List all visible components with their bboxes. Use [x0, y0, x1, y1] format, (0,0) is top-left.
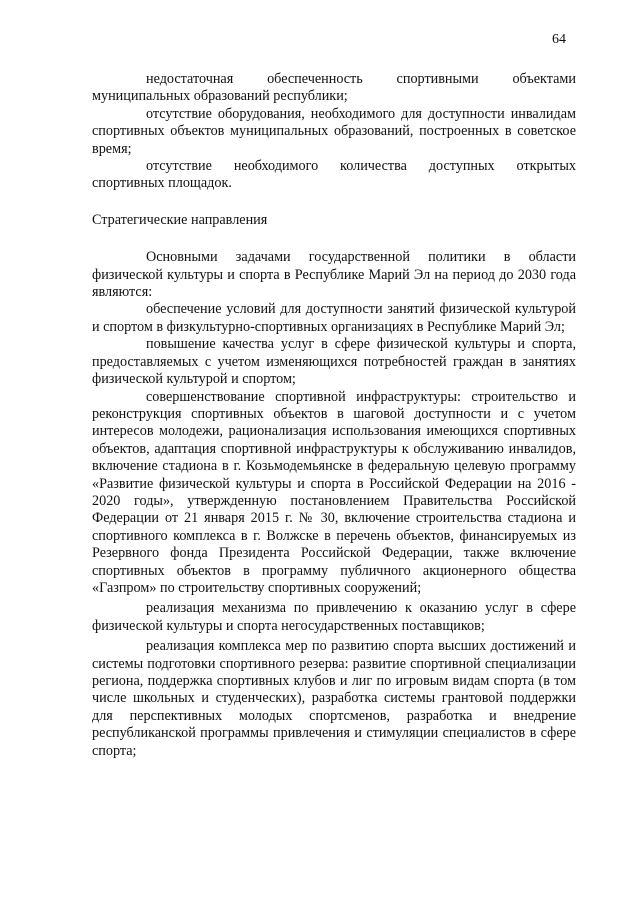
paragraph-open-grounds: отсутствие необходимого количества доступных открытых спортивных площадок.	[92, 158, 576, 192]
task-item-high-performance-sport: реализация комплекса мер по развитию спорта высших достижений и системы подготовки спортивного резерва: развитие спортивной специализации региона, поддержка спортивных клубов и лиг по игровым видам спорта (в том числе школьных и студенческих), разработка системы грантовой поддержки для перспективных молодых спортсменов, разработка и внедрение республиканской программы привлечения и стимуляции специалистов в сфере спорта;	[92, 638, 576, 759]
document-body	[92, 71, 576, 760]
task-item-service-quality: повышение качества услуг в сфере физической культуры и спорта, предоставляемых с учетом изменяющихся потребностей граждан в занятиях физической культурой и спортом;	[92, 336, 576, 388]
paragraph-intro: Основными задачами государственной политики в области физической культуры и спорта в Республике Марий Эл на период до 2030 года являются:	[92, 249, 576, 301]
page-number: 64	[552, 32, 566, 47]
task-item-non-state-providers: реализация механизма по привлечению к оказанию услуг в сфере физической культуры и спорта негосударственных поставщиков;	[92, 600, 576, 634]
paragraph-sports-facilities-shortage: недостаточная обеспеченность спортивными объектами муниципальных образований республики;	[92, 71, 576, 105]
paragraph-disability-equipment: отсутствие оборудования, необходимого для доступности инвалидам спортивных объектов муниципальных образований, построенных в советское время;	[92, 105, 576, 157]
task-item-infrastructure: совершенствование спортивной инфраструктуры: строительство и реконструкция спортивных объектов в шаговой доступности и с учетом интересов молодежи, рационализация использования имеющихся спортивных объектов, адаптация спортивной инфраструктуры к обслуживанию инвалидов, включение стадиона в г. Козьмодемьянске в федеральную целевую программу «Развитие физической культуры и спорта в Российской Федерации на 2016 - 2020 годы», утвержденную постановлением Правительства Российской Федерации от 21 января 2015 г. № 30, включение строительства стадиона и спортивного комплекса в г. Волжске в перечень объектов, финансируемых из Резервного фонда Президента Российской Федерации, также включение спортивных объектов в программу публичного акционерного общества «Газпром» по строительству спортивных сооружений;	[92, 388, 576, 596]
section-heading: Стратегические направления	[92, 211, 268, 228]
task-item-accessibility: обеспечение условий для доступности занятий физической культурой и спортом в физкультурно-спортивных организациях в Республике Марий Эл;	[92, 301, 576, 335]
